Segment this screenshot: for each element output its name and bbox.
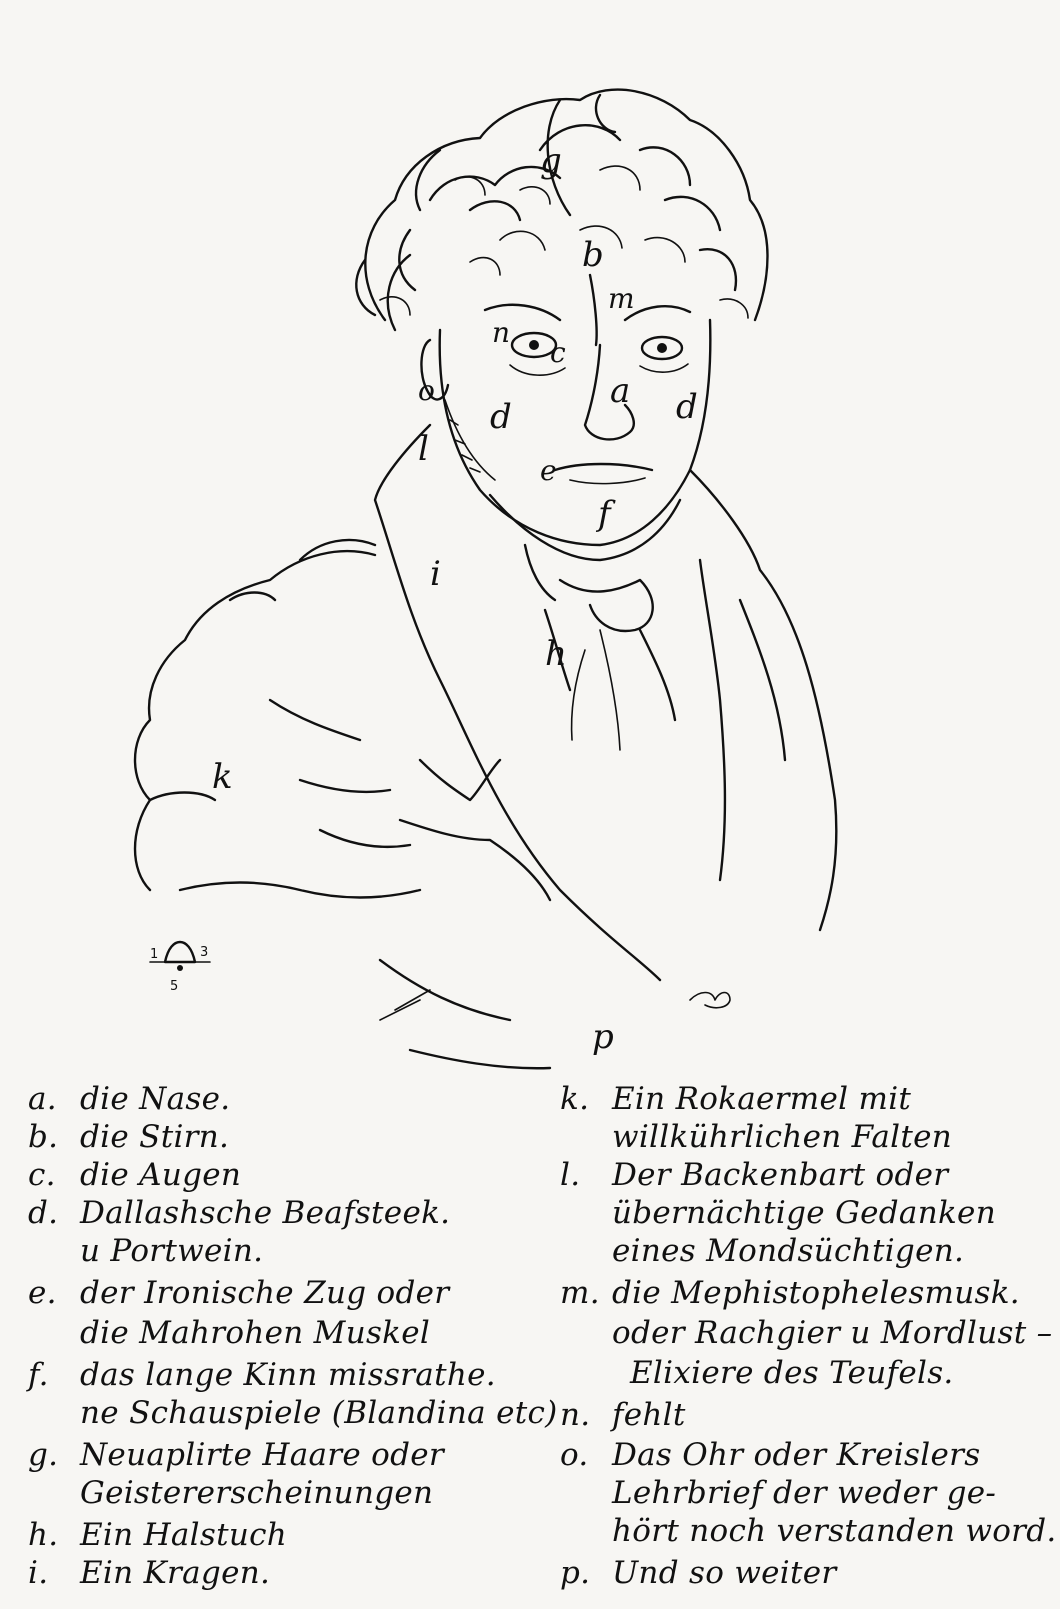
legend-entry-l [560,1156,948,1194]
legend-entry-o-cont2 [560,1512,1057,1550]
legend-text: Elixiere des Teufels. [630,1355,954,1391]
legend-text: Das Ohr oder Kreislers [612,1437,981,1473]
label-h: h [545,634,567,674]
legend-key: f. [28,1357,49,1393]
legend-text: die Nase. [80,1081,231,1117]
legend-key: k. [560,1081,590,1117]
legend-entry-g [28,1436,444,1474]
label-d-left: d [490,397,512,437]
legend-entry-c [28,1156,241,1194]
legend-key: e. [28,1275,57,1311]
legend-entry-k [560,1080,911,1118]
legend-text: Lehrbrief der weder ge- [612,1475,997,1511]
label-o: o [418,374,435,407]
legend-text: willkührlichen Falten [612,1119,953,1155]
legend-entry-l-cont2 [560,1232,964,1270]
bell-number-1: 1 [150,947,159,962]
legend-text: das lange Kinn missrathe. [80,1357,496,1393]
legend-text: Dallashsche Beafsteek. [80,1195,451,1231]
legend-key: h. [28,1517,59,1553]
legend-key: b. [28,1119,59,1155]
legend-text: die Stirn. [80,1119,230,1155]
legend-text: die Mephistophelesmusk. [612,1275,1020,1311]
label-p: p [592,1017,614,1057]
legend [0,1078,1060,1609]
legend-text: Neuaplirte Haare oder [80,1437,445,1473]
legend-entry-a [28,1080,230,1118]
legend-key: c. [28,1157,56,1193]
legend-key: p. [560,1555,591,1591]
hair [356,90,767,330]
legend-entry-d [28,1194,450,1232]
bell-number-3: 3 [200,945,209,960]
label-b: b [582,235,604,275]
legend-text: die Augen [80,1157,242,1193]
legend-entry-m [560,1274,1020,1312]
legend-entry-o-cont1 [560,1474,996,1512]
legend-entry-e [28,1274,449,1312]
label-a: a [610,371,631,411]
legend-text: Geistererscheinungen [80,1475,434,1511]
legend-text: eines Mondsüchtigen. [612,1233,965,1269]
legend-key: n. [560,1397,591,1433]
label-i: i [430,554,441,594]
label-e: e [540,454,557,487]
legend-text: u Portwein. [80,1233,264,1269]
label-d-right: d [676,387,698,427]
legend-entry-p [560,1554,837,1592]
label-c: c [550,336,566,369]
legend-text: Ein Kragen. [80,1555,271,1591]
legend-entry-b [28,1118,229,1156]
legend-text: Ein Rokaermel mit [612,1081,912,1117]
legend-text: hört noch verstanden word. [612,1513,1057,1549]
legend-key: g. [28,1437,59,1473]
legend-text: oder Rachgier u Mordlust – [612,1315,1053,1351]
legend-key: i. [28,1555,49,1591]
legend-text: die Mahrohen Muskel [80,1315,431,1351]
legend-entry-f [28,1356,496,1394]
legend-entry-d-cont [28,1232,263,1270]
label-f: f [598,494,611,534]
bell-number-5: 5 [170,979,179,994]
legend-key: m. [560,1275,600,1311]
legend-key: l. [560,1157,581,1193]
legend-entry-l-cont1 [560,1194,996,1232]
legend-entry-i [28,1554,270,1592]
legend-entry-f-cont [28,1394,558,1432]
legend-text: übernächtige Gedanken [612,1195,996,1231]
legend-entry-n [560,1396,686,1434]
legend-entry-m-cont2 [560,1354,954,1392]
legend-text: der Ironische Zug oder [80,1275,450,1311]
legend-entry-k-cont [560,1118,952,1156]
legend-entry-h [28,1516,287,1554]
label-n: n [492,316,511,349]
legend-entry-g-cont [28,1474,433,1512]
face [421,275,710,545]
label-m: m [608,282,635,315]
label-g: g [540,141,562,181]
legend-text: Der Backenbart oder [612,1157,949,1193]
legend-text: ne Schauspiele (Blandina etc) [80,1395,558,1431]
legend-entry-e-cont [28,1314,430,1352]
legend-key: o. [560,1437,589,1473]
legend-text: Und so weiter [612,1555,837,1591]
legend-key: d. [28,1195,59,1231]
coat [135,425,836,1068]
legend-entry-m-cont1 [560,1314,1052,1352]
label-k: k [212,757,233,797]
label-l: l [418,429,429,469]
legend-text: Ein Halstuch [80,1517,288,1553]
legend-entry-o [560,1436,980,1474]
legend-text: fehlt [612,1397,686,1433]
legend-key: a. [28,1081,57,1117]
